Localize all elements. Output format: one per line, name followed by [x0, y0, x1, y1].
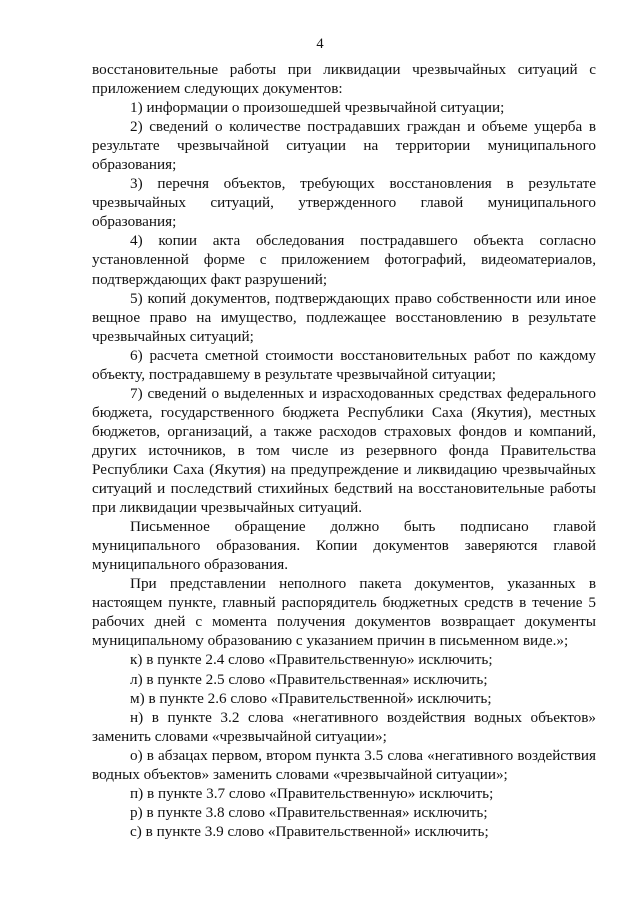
amendment-n: н) в пункте 3.2 слова «негативного воздействия водных объектов» заменить словами «чрезвычайной ситуации»;: [92, 708, 596, 745]
paragraph-continuation: восстановительные работы при ликвидации чрезвычайных ситуаций с приложением следующих документов:: [92, 61, 596, 98]
list-item-3: 3) перечня объектов, требующих восстановления в результате чрезвычайных ситуаций, утвержденного главой муниципального образования;: [92, 175, 596, 231]
page-number: 4: [316, 36, 324, 52]
list-item-5: 5) копий документов, подтверждающих право собственности или иное вещное право на имущество, подлежащее восстановлению в результате чрезвычайных ситуаций;: [92, 289, 596, 345]
amendment-r: р) в пункте 3.8 слово «Правительственная» исключить;: [130, 803, 488, 821]
amendment-k: к) в пункте 2.4 слово «Правительственную» исключить;: [130, 651, 493, 669]
list-item-4: 4) копии акта обследования пострадавшего объекта согласно установленной форме с приложением фотографий, видеоматериалов, подтверждающих факт разрушений;: [92, 232, 596, 288]
list-item-1: 1) информации о произошедшей чрезвычайной ситуации;: [130, 99, 505, 117]
amendment-s: с) в пункте 3.9 слово «Правительственной» исключить;: [130, 822, 489, 840]
amendment-m: м) в пункте 2.6 слово «Правительственной» исключить;: [130, 689, 492, 707]
amendment-l: л) в пункте 2.5 слово «Правительственная» исключить;: [130, 670, 488, 688]
amendment-p: п) в пункте 3.7 слово «Правительственную» исключить;: [130, 784, 494, 802]
amendment-o: о) в абзацах первом, втором пункта 3.5 слова «негативного воздействия водных объектов» заменить словами «чрезвычайной ситуации»;: [92, 746, 596, 783]
paragraph-signature-requirement: Письменное обращение должно быть подписано главой муниципального образования. Копии документов заверяются главой муниципального образования.: [92, 518, 596, 574]
list-item-6: 6) расчета сметной стоимости восстановительных работ по каждому объекту, пострадавшему в результате чрезвычайной ситуации;: [92, 346, 596, 383]
document-body: [92, 60, 596, 841]
paragraph-incomplete-package: При представлении неполного пакета документов, указанных в настоящем пункте, главный распорядитель бюджетных средств в течение 5 рабочих дней с момента получения документов возвращает документы муниципальному образованию с указанием причин в письменном виде.»;: [92, 575, 596, 650]
list-item-7: 7) сведений о выделенных и израсходованных средствах федерального бюджета, государственного бюджета Республики Саха (Якутия), местных бюджетов, организаций, а также расходов страховых фондов и компаний, других источников, в том числе из резервного фонда Правительства Республики Саха (Якутия) на предупреждение и ликвидацию чрезвычайных ситуаций и последствий стихийных бедствий на восстановительные работы при ликвидации чрезвычайных ситуаций.: [92, 384, 596, 517]
list-item-2: 2) сведений о количестве пострадавших граждан и объеме ущерба в результате чрезвычайной ситуации на территории муниципального образования;: [92, 118, 596, 174]
